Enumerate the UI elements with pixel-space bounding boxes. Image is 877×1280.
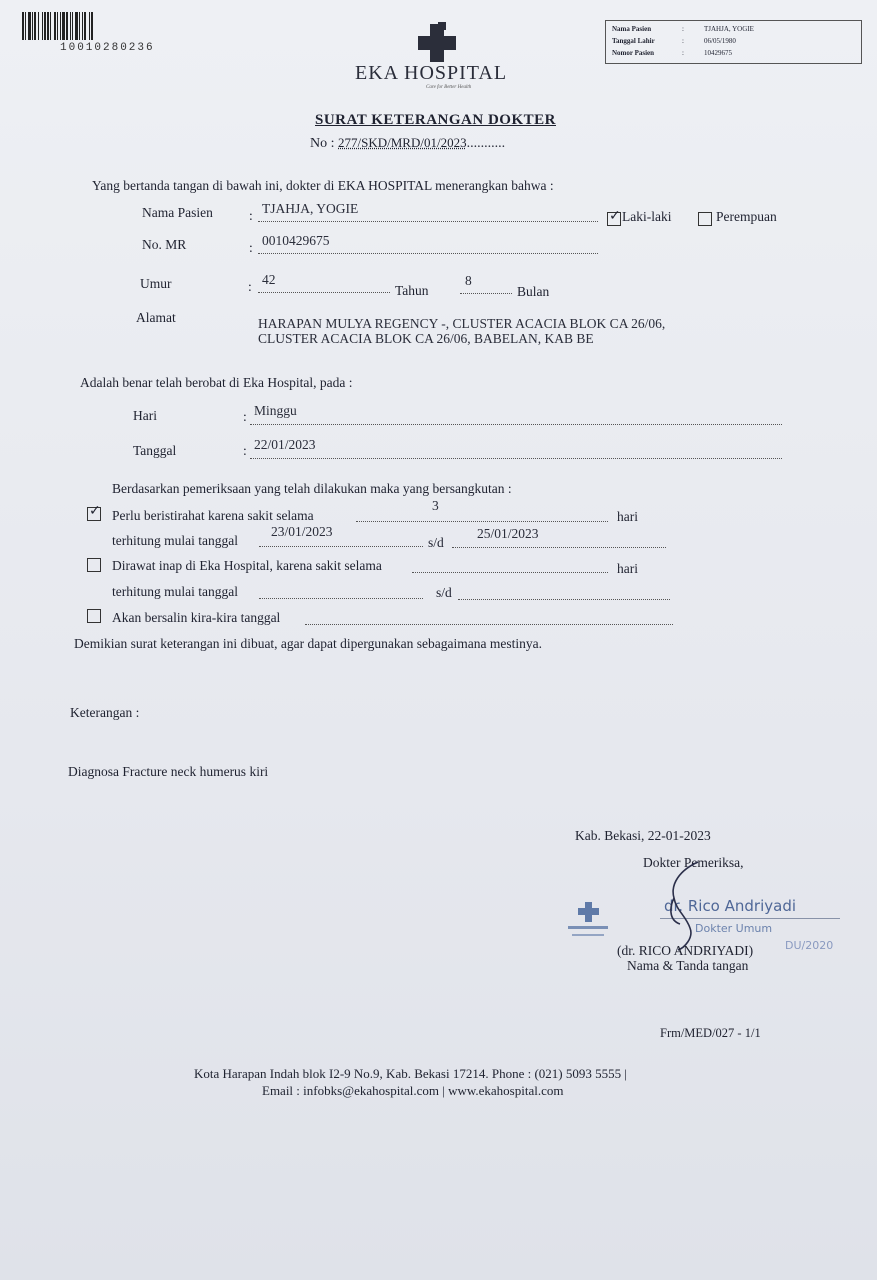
- hospital-tagline: Care for Better Health: [426, 85, 472, 90]
- umur-tahun-dotted-line: [258, 291, 390, 293]
- mr-sep: :: [249, 240, 253, 255]
- visit-intro: Adalah benar telah berobat di Eka Hospital, pada :: [80, 375, 353, 390]
- tanggal-dotted-line: [250, 457, 782, 459]
- rest-hari-label: hari: [617, 509, 638, 524]
- patient-info-key: Nama Pasien: [612, 25, 652, 33]
- doctor-role: Dokter Pemeriksa,: [643, 855, 744, 870]
- check-mark-icon: ✓: [89, 503, 101, 519]
- barcode: [22, 12, 197, 40]
- hospital-name: EKA HOSPITAL: [355, 62, 508, 84]
- tanggal-label: Tanggal: [133, 443, 177, 458]
- patient-info-row: [612, 23, 855, 35]
- document-number-label: No :: [310, 136, 335, 151]
- document-number: No : 277/SKD/MRD/01/2023...........: [310, 135, 506, 151]
- alamat-line-2: CLUSTER ACACIA BLOK CA 26/06, BABELAN, KAB BE: [258, 331, 594, 346]
- bulan-label: Bulan: [517, 284, 550, 299]
- bersalin-label: Akan bersalin kira-kira tanggal: [112, 610, 281, 625]
- hospital-cross-logo-icon: [416, 22, 458, 64]
- patient-info-sep: :: [682, 25, 684, 33]
- inap-hari-label: hari: [617, 561, 638, 576]
- patient-info-row: [612, 47, 855, 59]
- nama-value: TJAHJA, YOGIE: [262, 201, 359, 216]
- hari-value: Minggu: [254, 403, 297, 418]
- signature-caption: Nama & Tanda tangan: [627, 958, 749, 973]
- patient-info-sep: :: [682, 37, 684, 45]
- check-mark-icon: ✓: [609, 208, 621, 224]
- rest-to-dotted-line: [452, 546, 666, 548]
- inap-sd-label: s/d: [436, 585, 452, 600]
- umur-bulan-dotted-line: [460, 292, 512, 294]
- inap-from-dotted-line: [259, 597, 423, 599]
- rest-checkbox[interactable]: [87, 503, 101, 521]
- place-date: Kab. Bekasi, 22-01-2023: [575, 828, 711, 843]
- inap-label: Dirawat inap di Eka Hospital, karena sakit selama: [112, 558, 382, 573]
- rest-label: Perlu beristirahat karena sakit selama: [112, 508, 314, 523]
- hari-dotted-line: [250, 423, 782, 425]
- male-checkbox[interactable]: [607, 208, 621, 226]
- handwritten-signature-icon: [640, 858, 720, 953]
- barcode-bar: [93, 12, 94, 40]
- stamp-doctor-title: Dokter Umum: [695, 922, 773, 935]
- umur-bulan-value: 8: [465, 273, 472, 288]
- hari-sep: :: [243, 409, 247, 424]
- keterangan-label: Keterangan :: [70, 705, 140, 720]
- nama-label: Nama Pasien: [142, 205, 213, 220]
- exam-intro: Berdasarkan pemeriksaan yang telah dilakukan maka yang bersangkutan :: [112, 481, 512, 496]
- female-label: Perempuan: [716, 209, 777, 224]
- hari-label: Hari: [133, 408, 157, 423]
- rest-to-value: 25/01/2023: [477, 526, 539, 541]
- patient-info-row: [612, 35, 855, 47]
- nama-sep: :: [249, 208, 253, 223]
- mr-value: 0010429675: [262, 233, 330, 248]
- nama-dotted-line: [258, 220, 598, 222]
- rest-days-dotted-line: [356, 520, 608, 522]
- intro-text: Yang bertanda tangan di bawah ini, dokter di EKA HOSPITAL menerangkan bahwa :: [92, 178, 554, 193]
- tahun-label: Tahun: [395, 283, 429, 298]
- umur-sep: :: [248, 279, 252, 294]
- closing-text: Demikian surat keterangan ini dibuat, agar dapat dipergunakan sebagaimana mestinya.: [74, 636, 542, 651]
- inap-start-label: terhitung mulai tanggal: [112, 584, 238, 599]
- umur-label: Umur: [140, 276, 172, 291]
- doctor-name: (dr. RICO ANDRIYADI): [617, 943, 754, 958]
- form-code: Frm/MED/027 - 1/1: [660, 1026, 761, 1040]
- bersalin-checkbox[interactable]: [87, 609, 101, 623]
- rest-from-value: 23/01/2023: [271, 524, 333, 539]
- rest-sd-label: s/d: [428, 535, 444, 550]
- female-checkbox[interactable]: [698, 212, 712, 226]
- patient-info-sep: :: [682, 49, 684, 57]
- rest-days-value: 3: [432, 498, 439, 513]
- tanggal-sep: :: [243, 443, 247, 458]
- mr-label: No. MR: [142, 237, 187, 252]
- alamat-label: Alamat: [136, 310, 176, 325]
- stamp-code: DU/2020: [785, 939, 834, 952]
- patient-info-box: [605, 20, 862, 64]
- patient-info-key: Nomor Pasien: [612, 49, 655, 57]
- bersalin-dotted-line: [305, 623, 673, 625]
- footer-address: Kota Harapan Indah blok I2-9 No.9, Kab. Bekasi 17214. Phone : (021) 5093 5555 |: [194, 1066, 627, 1081]
- alamat-line-1: HARAPAN MULYA REGENCY -, CLUSTER ACACIA BLOK CA 26/06,: [258, 316, 666, 331]
- footer-contact: Email : infobks@ekahospital.com | www.ekahospital.com: [262, 1083, 564, 1098]
- patient-info-value: TJAHJA, YOGIE: [704, 25, 754, 33]
- inap-checkbox[interactable]: [87, 558, 101, 572]
- male-label: Laki-laki: [622, 209, 672, 224]
- patient-info-value: 10429675: [704, 49, 732, 57]
- rest-start-label: terhitung mulai tanggal: [112, 533, 238, 548]
- document-title: SURAT KETERANGAN DOKTER: [315, 112, 556, 128]
- stamp-doctor-name: dr. Rico Andriyadi: [664, 897, 797, 915]
- barcode-number: 10010280236: [60, 42, 155, 54]
- inap-to-dotted-line: [458, 598, 670, 600]
- inap-days-dotted-line: [412, 571, 608, 573]
- document-number-value: 277/SKD/MRD/01/2023: [338, 135, 467, 150]
- stamp-hospital-logo-icon: [564, 898, 612, 948]
- patient-info-key: Tanggal Lahir: [612, 37, 655, 45]
- mr-dotted-line: [258, 252, 598, 254]
- tanggal-value: 22/01/2023: [254, 437, 316, 452]
- umur-tahun-value: 42: [262, 272, 276, 287]
- rest-from-dotted-line: [259, 545, 423, 547]
- diagnosis-text: Diagnosa Fracture neck humerus kiri: [68, 764, 269, 779]
- patient-info-value: 06/05/1980: [704, 37, 736, 45]
